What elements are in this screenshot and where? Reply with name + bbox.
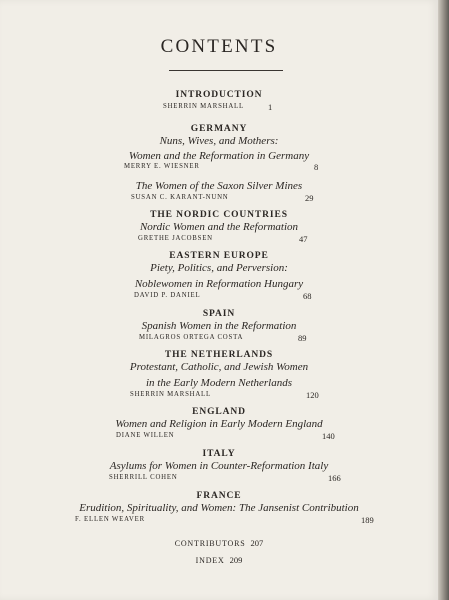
toc-author: DIANE WILLEN [116, 432, 175, 439]
toc-entry-title: Erudition, Spirituality, and Women: The Jansenist Contribution [79, 502, 359, 514]
toc-author: GRETHE JACOBSEN [138, 235, 213, 242]
toc-page-number: 68 [303, 291, 312, 301]
toc-author: F. ELLEN WEAVER [75, 516, 145, 523]
section-heading-france: FRANCE [196, 491, 242, 501]
toc-page-number: 29 [305, 193, 314, 203]
toc-entry-title: Noblewomen in Reformation Hungary [134, 278, 304, 290]
toc-entry-title: Piety, Politics, and Perversion: [150, 262, 288, 274]
section-heading-italy: ITALY [202, 449, 236, 459]
toc-entry-title: Nuns, Wives, and Mothers: [159, 135, 279, 147]
back-matter-page: 209 [229, 555, 243, 565]
toc-author: DAVID P. DANIEL [134, 292, 201, 299]
back-matter-label: INDEX [195, 556, 225, 565]
section-heading-spain: SPAIN [202, 309, 236, 319]
back-matter-page: 207 [250, 538, 264, 548]
toc-page-number: 140 [322, 431, 335, 441]
toc-page-number: 8 [314, 162, 319, 172]
toc-entry-title: The Women of the Saxon Silver Mines [135, 180, 303, 192]
toc-entry-title: Women and the Reformation in Germany [128, 150, 310, 162]
toc-entry-title: Spanish Women in the Reformation [141, 320, 297, 332]
toc-page-number: 189 [361, 515, 374, 525]
section-heading-netherlands: THE NETHERLANDS [164, 350, 274, 360]
toc-page-number: 120 [306, 390, 319, 400]
section-heading-england: ENGLAND [192, 407, 246, 417]
section-heading-eastern-europe: EASTERN EUROPE [169, 251, 269, 261]
page-title: CONTENTS [160, 36, 278, 57]
toc-author: SHERRIN MARSHALL [130, 391, 211, 398]
section-heading-germany: GERMANY [190, 124, 248, 134]
toc-entry-title: in the Early Modern Netherlands [145, 377, 293, 389]
toc-author: MERRY E. WIESNER [124, 163, 200, 170]
back-matter-contributors [0, 538, 438, 548]
toc-page-number: 166 [328, 473, 341, 483]
toc-author: SHERRILL COHEN [109, 474, 178, 481]
toc-author: SUSAN C. KARANT-NUNN [131, 194, 229, 201]
back-matter-label: CONTRIBUTORS [174, 539, 246, 548]
toc-entry-title: Nordic Women and the Reformation [139, 221, 299, 233]
section-heading-nordic-countries: THE NORDIC COUNTRIES [150, 210, 288, 220]
page-edge-shadow [438, 0, 449, 600]
toc-page-number: 1 [268, 102, 273, 112]
toc-page-number: 47 [299, 234, 308, 244]
back-matter-index [0, 555, 438, 565]
toc-entry-title: Asylums for Women in Counter-Reformation Italy [109, 460, 329, 472]
toc-author: MILAGROS ORTEGA COSTA [139, 334, 244, 341]
toc-page-number: 89 [298, 333, 307, 343]
toc-entry-title: Protestant, Catholic, and Jewish Women [129, 361, 309, 373]
section-heading-introduction: INTRODUCTION [175, 90, 263, 100]
title-rule [169, 70, 283, 71]
toc-author: SHERRIN MARSHALL [163, 103, 244, 110]
toc-entry-title: Women and Religion in Early Modern England [115, 418, 323, 430]
